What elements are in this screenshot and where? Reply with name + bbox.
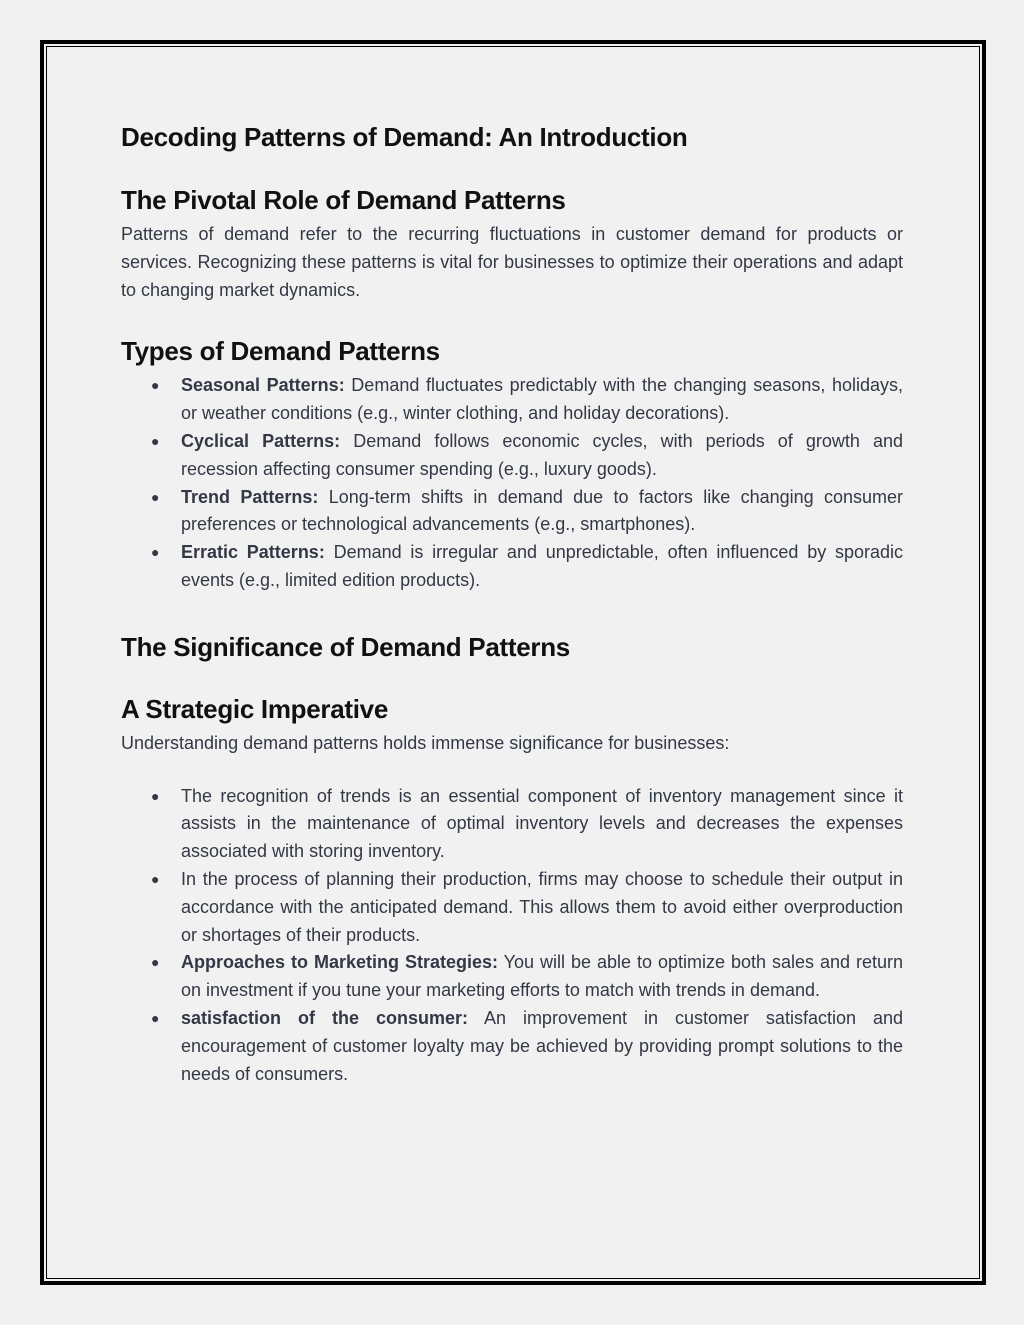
bullet-icon: ● — [151, 787, 160, 804]
section-heading-strategic: A Strategic Imperative — [121, 693, 388, 724]
list-item-text: You will be able to optimize both sales and return on investment if you tune your marketing efforts to match with trends in demand. — [181, 952, 903, 1001]
list-item-term: satisfaction of the consumer: — [181, 1007, 468, 1028]
section-heading-types: Types of Demand Patterns — [121, 336, 440, 367]
list-item — [121, 866, 903, 949]
list-item-text: Demand follows economic cycles, with periods of growth and recession affecting consumer spending (e.g., luxury goods). — [181, 430, 903, 479]
list-item-term: Seasonal Patterns: — [181, 375, 345, 396]
list-item-text: An improvement in customer satisfaction and encouragement of customer loyalty may be achieved by providing prompt solutions to the needs of consumers. — [181, 1007, 903, 1084]
bullet-icon: ● — [151, 1009, 160, 1026]
list-item — [121, 949, 903, 1005]
bullet-icon: ● — [151, 488, 160, 505]
bullet-icon: ● — [151, 870, 160, 887]
section-paragraph-pivotal-role: Patterns of demand refer to the recurring fluctuations in customer demand for products or services. Recognizing these patterns is vital for businesses to optimize their operations and adapt to changing market dynamics. — [121, 224, 903, 300]
bullet-icon: ● — [151, 377, 160, 394]
bullet-icon: ● — [151, 544, 160, 561]
page-title: Decoding Patterns of Demand: An Introduction — [121, 122, 688, 152]
list-item — [121, 783, 903, 866]
list-item — [121, 372, 903, 428]
significance-list — [121, 783, 903, 1089]
section-heading-significance: The Significance of Demand Patterns — [121, 631, 570, 662]
list-item-term: Erratic Patterns: — [181, 542, 325, 563]
section-heading-pivotal-role: The Pivotal Role of Demand Patterns — [121, 185, 566, 215]
list-item-term: Cyclical Patterns: — [181, 430, 341, 451]
list-item — [121, 539, 903, 595]
bullet-icon: ● — [151, 432, 160, 449]
list-item — [121, 428, 903, 484]
list-item-text: Demand fluctuates predictably with the changing seasons, holidays, or weather conditions (e.g., winter clothing, and holiday decorations). — [181, 375, 903, 424]
list-item — [121, 484, 903, 540]
section-intro-strategic: Understanding demand patterns holds immense significance for businesses: — [121, 732, 730, 753]
list-item-term: Trend Patterns: — [181, 486, 319, 507]
list-item-text: Long-term shifts in demand due to factors like changing consumer preferences or technological advancements (e.g., smartphones). — [181, 486, 904, 535]
list-item-term: Approaches to Marketing Strategies: — [181, 952, 498, 973]
types-list — [121, 372, 903, 594]
list-item-text: Demand is irregular and unpredictable, often influenced by sporadic events (e.g., limited edition products). — [181, 542, 904, 590]
bullet-icon: ● — [151, 954, 160, 971]
document-body — [121, 119, 903, 1088]
list-item — [121, 1005, 903, 1088]
list-item-text: In the process of planning their production, firms may choose to schedule their output in accordance with the anticipated demand. This allows them to avoid either overproduction or shortages of their products. — [181, 868, 903, 945]
list-item-text: The recognition of trends is an essential component of inventory management since it assists in the maintenance of optimal inventory levels and decreases the expenses associated with storing inventory. — [181, 785, 903, 862]
